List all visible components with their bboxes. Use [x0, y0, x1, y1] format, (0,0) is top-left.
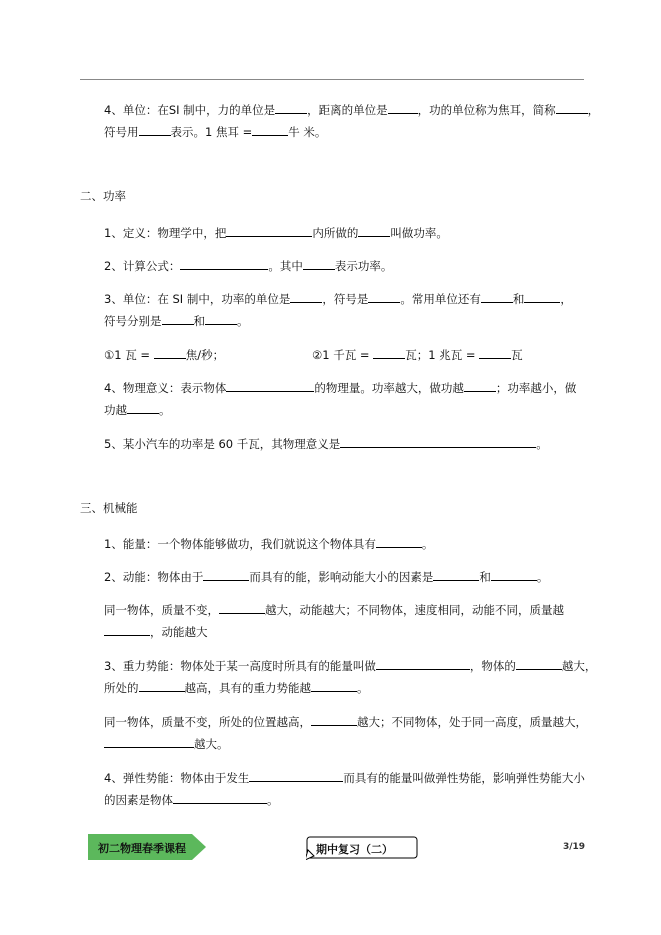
gravitational-compare-line2: 越大。	[104, 736, 229, 752]
energy-definition: 1、能量：一个物体能够做功，我们就说这个物体具有 。	[104, 537, 434, 551]
blank	[205, 313, 237, 325]
blank	[162, 313, 194, 325]
blank	[173, 792, 267, 804]
blank	[290, 291, 322, 303]
page-number: 3/19	[563, 842, 586, 852]
chapter-label: 期中复习（二）	[316, 843, 393, 856]
power-definition: 1、定义：物理学中，把 内所做的 叫做功率。	[104, 226, 448, 240]
blank	[340, 436, 536, 448]
blank	[368, 291, 400, 303]
blank	[303, 258, 335, 270]
blank	[104, 736, 194, 748]
section-heading-mechanical-energy: 三、机械能	[80, 501, 138, 515]
power-formula: 2、计算公式： 。其中 表示功率。	[104, 259, 393, 273]
blank	[481, 291, 513, 303]
elastic-pe-line1: 4、弹性势能：物体由于发生 而具有的能量叫做弹性势能，影响弹性势能大小	[104, 771, 585, 785]
blank	[556, 102, 588, 114]
blank	[139, 124, 171, 136]
blank	[433, 569, 479, 581]
blank	[388, 102, 418, 114]
car-power-question: 5、某小汽车的功率是 60 千瓦，其物理意义是 。	[104, 437, 548, 451]
blank	[127, 402, 159, 414]
power-meaning-line1: 4、物理意义：表示物体 的物理量。功率越大，做功越 ；功率越小，做	[104, 381, 577, 395]
gravitational-compare-line1: 同一物体，质量不变，所处的位置越高， 越大；不同物体，处于同一高度，质量越大，	[104, 715, 587, 729]
power-unit-line2: 符号分别是 和 。	[104, 314, 249, 328]
gravitational-pe-line2: 所处的 越高，具有的重力势能越 。	[104, 681, 369, 695]
blank	[376, 536, 422, 548]
blank	[464, 380, 496, 392]
section-heading-power: 二、功率	[80, 189, 126, 203]
blank	[154, 347, 186, 359]
blank	[203, 569, 249, 581]
blank	[358, 225, 390, 237]
unit-work-line2: 符号用 表示。1 焦耳 = 牛 米。	[104, 125, 327, 139]
blank	[226, 225, 312, 237]
blank	[311, 680, 357, 692]
power-meaning-line2: 功越 。	[104, 403, 171, 417]
conversion-watt: ①1 瓦 = 焦/秒；	[104, 348, 225, 362]
course-tab	[88, 834, 206, 860]
elastic-pe-line2: 的因素是物体 。	[104, 793, 279, 807]
header-rule	[80, 79, 584, 80]
kinetic-compare-line1: 同一物体，质量不变， 越大，动能越大；不同物体，速度相同，动能不同，质量越	[104, 603, 564, 617]
blank	[219, 602, 265, 614]
blank	[479, 347, 511, 359]
blank	[524, 291, 560, 303]
kinetic-energy: 2、动能：物体由于 而具有的能，影响动能大小的因素是 和 。	[104, 570, 549, 584]
blank	[104, 624, 150, 636]
gravitational-pe-line1: 3、重力势能：物体处于某一高度时所具有的能量叫做 ，物体的 越大，	[104, 659, 597, 673]
blank	[139, 680, 185, 692]
kinetic-compare-line2: ，动能越大	[104, 624, 208, 640]
power-unit-line1: 3、单位：在 SI 制中，功率的单位是 ，符号是 。常用单位还有 和 ，	[104, 292, 572, 306]
blank	[373, 347, 405, 359]
blank	[226, 380, 314, 392]
blank	[249, 770, 343, 782]
blank	[516, 658, 562, 670]
blank	[180, 258, 268, 270]
chapter-callout	[306, 836, 418, 860]
blank	[311, 714, 357, 726]
blank	[275, 102, 307, 114]
unit-work-line1: 4、单位：在SI 制中，力的单位是 ，距离的单位是 ，功的单位称为焦耳，简称 ，	[104, 103, 600, 117]
blank	[491, 569, 537, 581]
blank	[376, 658, 470, 670]
conversion-kilowatt: ②1 千瓦 = 瓦；1 兆瓦 = 瓦	[312, 348, 523, 362]
blank	[252, 124, 288, 136]
course-label: 初二物理春季课程	[98, 842, 186, 855]
